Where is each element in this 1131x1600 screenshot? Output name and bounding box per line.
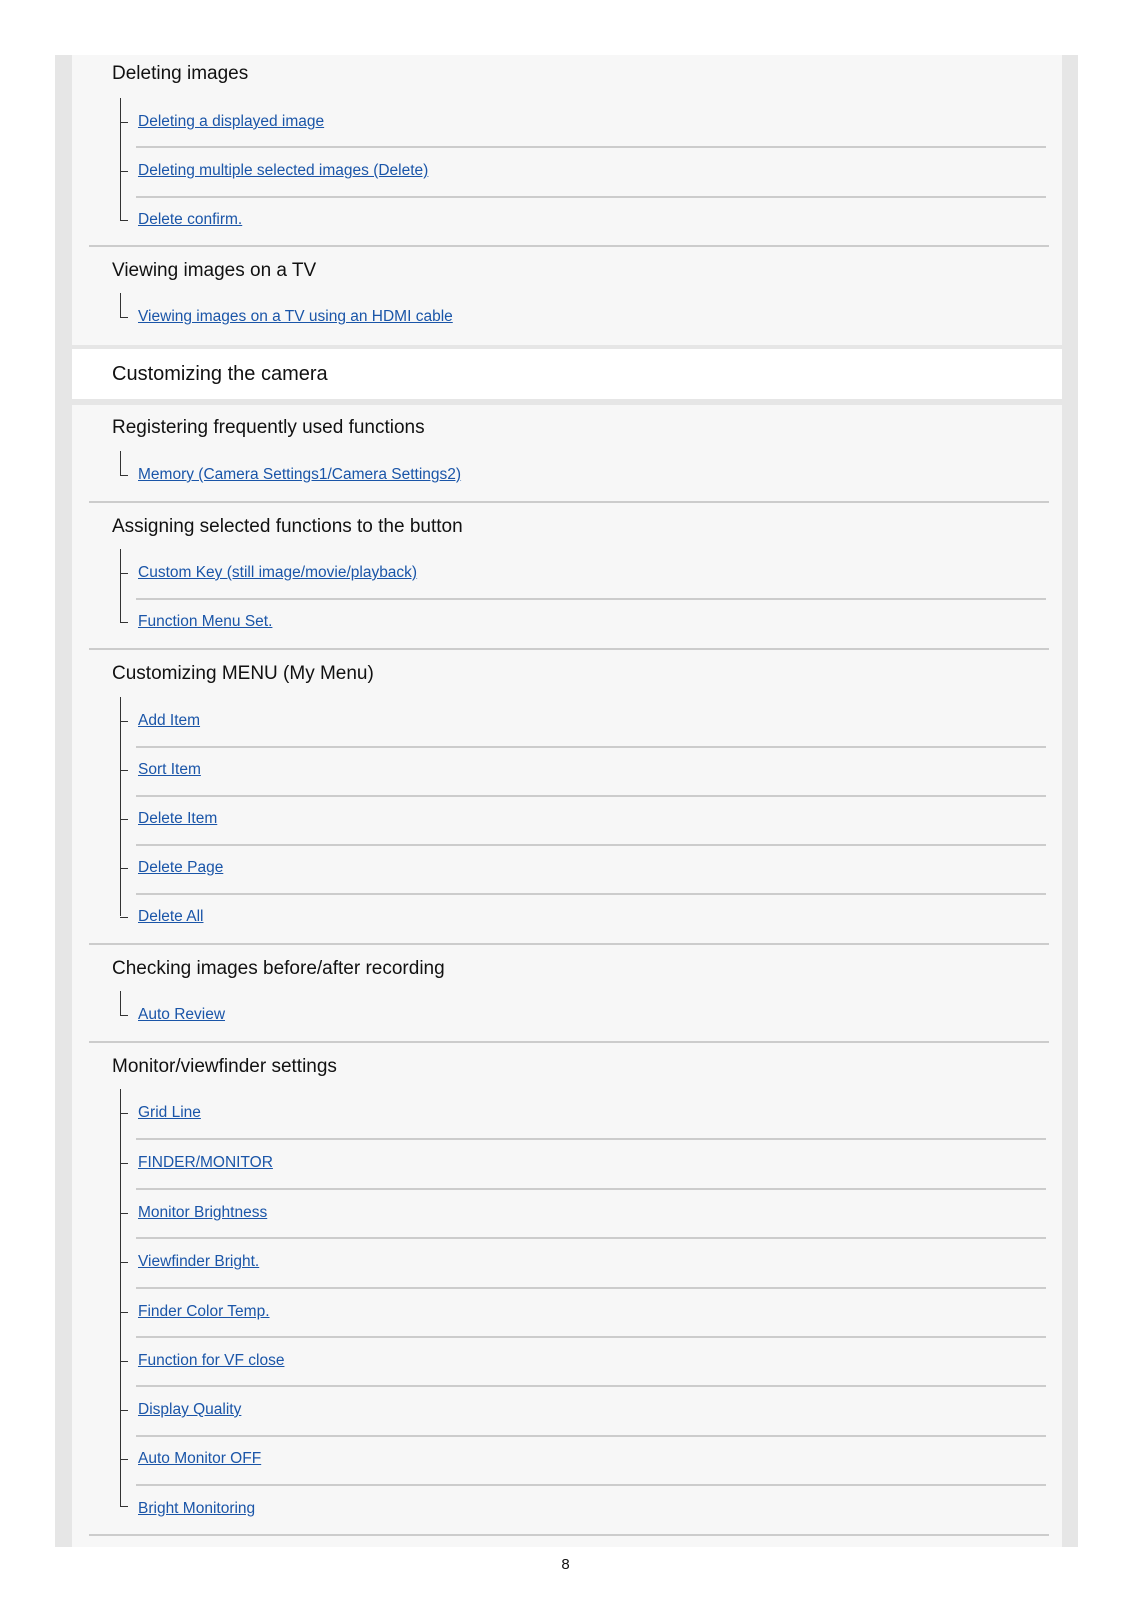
chapter-header [72,349,1062,399]
section-separator [89,501,1049,503]
tree-tick [120,819,128,820]
section-title: Viewing images on a TV [112,260,317,281]
tree-tick [120,171,128,172]
toc-link[interactable]: Function Menu Set. [138,613,273,630]
chapter-title: Customizing the camera [112,363,328,385]
toc-link[interactable]: Delete confirm. [138,211,243,228]
tree-tick [120,770,128,771]
toc-link[interactable]: Auto Review [138,1006,226,1023]
tree-tick [120,573,128,574]
item-separator [136,196,1046,198]
toc-link[interactable]: Viewing images on a TV using an HDMI cable [138,308,453,325]
toc-link[interactable]: Delete Item [138,810,218,827]
toc-link[interactable]: Bright Monitoring [138,1500,256,1517]
item-separator [136,1237,1046,1239]
tree-tick [120,1015,128,1016]
toc-link[interactable]: Add Item [138,712,201,729]
section-separator [89,943,1049,945]
tree-line [120,98,121,220]
tree-tick [120,1262,128,1263]
tree-tick [120,475,128,476]
item-separator [136,598,1046,600]
tree-tick [120,1163,128,1164]
tree-line [120,549,121,622]
item-separator [136,1138,1046,1140]
section-separator [89,1041,1049,1043]
toc-link[interactable]: Deleting a displayed image [138,113,325,130]
section-title: Checking images before/after recording [112,958,445,979]
tree-tick [120,122,128,123]
item-separator [136,1385,1046,1387]
item-separator [136,146,1046,148]
section-title: Monitor/viewfinder settings [112,1056,337,1077]
toc-link[interactable]: Custom Key (still image/movie/playback) [138,564,418,581]
page-number: 8 [561,1556,570,1573]
toc-link[interactable]: Sort Item [138,761,201,778]
toc-link[interactable]: Display Quality [138,1401,242,1418]
toc-link[interactable]: FINDER/MONITOR [138,1154,273,1171]
item-separator [136,746,1046,748]
tree-tick [120,622,128,623]
toc-link[interactable]: Memory (Camera Settings1/Camera Settings2) [138,466,462,483]
section-title: Customizing MENU (My Menu) [112,663,374,684]
section-separator [89,245,1049,247]
section-title: Deleting images [112,63,249,84]
item-separator [136,795,1046,797]
tree-line [120,451,121,475]
section-separator [89,1534,1049,1536]
item-separator [136,844,1046,846]
tree-tick [120,1459,128,1460]
toc-panel-top [72,55,1062,345]
item-separator [136,1287,1046,1289]
tree-line [120,293,121,317]
tree-tick [120,1213,128,1214]
toc-link[interactable]: Grid Line [138,1104,201,1121]
toc-link[interactable]: Viewfinder Bright. [138,1253,260,1270]
tree-line [120,697,121,916]
toc-link[interactable]: Monitor Brightness [138,1204,268,1221]
section-title: Assigning selected functions to the button [112,516,463,537]
item-separator [136,1435,1046,1437]
item-separator [136,893,1046,895]
toc-link[interactable]: Delete Page [138,859,224,876]
item-separator [136,1336,1046,1338]
tree-line [120,991,121,1015]
toc-link[interactable]: Auto Monitor OFF [138,1450,262,1467]
section-separator [89,648,1049,650]
tree-tick [120,1312,128,1313]
tree-tick [120,1113,128,1114]
tree-line [120,1089,121,1506]
tree-tick [120,1410,128,1411]
toc-link[interactable]: Finder Color Temp. [138,1303,270,1320]
item-separator [136,1188,1046,1190]
tree-tick [120,721,128,722]
toc-link[interactable]: Delete All [138,908,204,925]
tree-tick [120,868,128,869]
tree-tick [120,220,128,221]
toc-link[interactable]: Function for VF close [138,1352,285,1369]
item-separator [136,1484,1046,1486]
toc-link[interactable]: Deleting multiple selected images (Delete) [138,162,429,179]
tree-tick [120,317,128,318]
tree-tick [120,917,128,918]
tree-tick [120,1361,128,1362]
tree-tick [120,1506,128,1507]
section-title: Registering frequently used functions [112,417,425,438]
